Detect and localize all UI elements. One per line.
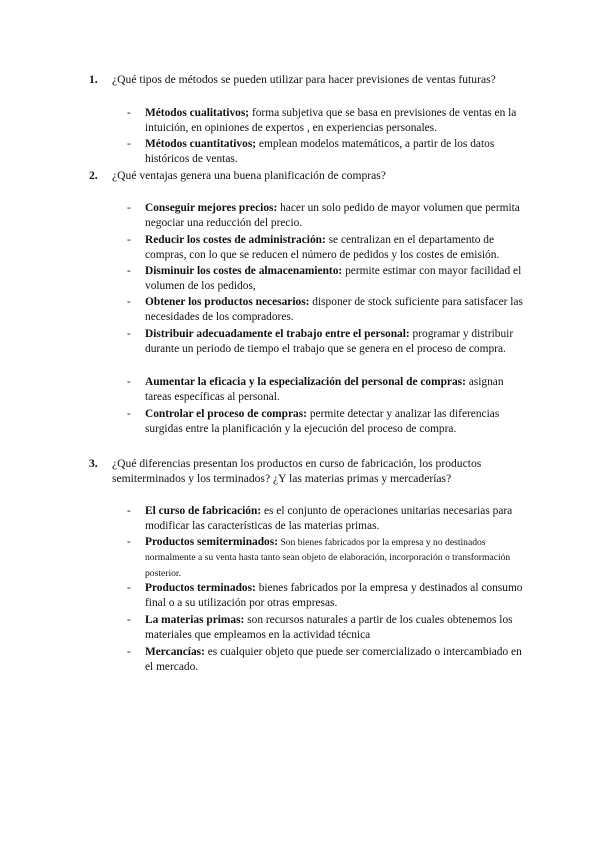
item-description: asignan tareas específicas al personal.	[145, 376, 504, 404]
item-description: bienes fabricados por la empresa y destinados al consumo final o a su utilización por otras empresas.	[145, 582, 523, 610]
item-description: se centralizan en el departamento de compras, con lo que se reducen el número de pedidos y los costes de emisión.	[145, 234, 500, 262]
item-description: es cualquier objeto que puede ser comercializado o intercambiado en el mercado.	[145, 646, 522, 674]
item-term: La materias primas:	[145, 614, 245, 626]
item-description: emplean modelos matemáticos, a partir de los datos históricos de ventas.	[145, 138, 495, 166]
item-term: Distribuir adecuadamente el trabajo entre el personal:	[145, 328, 410, 340]
item-description: disponer de stock suficiente para satisfacer las necesidades de los compradores.	[145, 296, 523, 324]
item-description: permite estimar con mayor facilidad el volumen de los pedidos,	[145, 265, 522, 293]
question-number: 3.	[89, 457, 98, 470]
bullet-dash: -	[127, 234, 131, 246]
item-description: Son bienes fabricados por la empresa y no destinados normalmente a su venta hasta tanto sean objeto de elaboración, incorporación o transformación posterior.	[145, 537, 511, 579]
item-description: programar y distribuir durante un periodo de tiempo el trabajo que se genera en el proceso de compra.	[145, 328, 514, 356]
bullet-dash: -	[127, 138, 131, 150]
item-term: Controlar el proceso de compras:	[145, 408, 307, 420]
bullet-dash: -	[127, 296, 131, 308]
item-term: Disminuir los costes de almacenamiento:	[145, 265, 343, 277]
question-number: 1.	[89, 73, 98, 86]
item-description: es el conjunto de operaciones unitarias necesarias para modificar las características de las materias primas.	[145, 505, 513, 533]
bullet-dash: -	[127, 328, 131, 340]
item-term: Conseguir mejores precios:	[145, 202, 278, 214]
item-description: hacer un solo pedido de mayor volumen que permita negociar una reducción del precio.	[145, 202, 520, 230]
bullet-dash: -	[127, 376, 131, 388]
bullet-dash: -	[127, 614, 131, 626]
question-number: 2.	[89, 169, 98, 182]
item-description: son recursos naturales a partir de los cuales obtenemos los materiales que empleamos en la actividad técnica	[145, 614, 513, 642]
bullet-dash: -	[127, 265, 131, 277]
bullet-dash: -	[127, 505, 131, 517]
item-term: Métodos cuantitativos;	[145, 138, 257, 150]
item-term: Mercancías:	[145, 646, 205, 658]
item-term: El curso de fabricación:	[145, 505, 262, 517]
item-description: permite detectar y analizar las diferencias surgidas entre la planificación y la ejecución del proceso de compra.	[145, 408, 500, 436]
bullet-dash: -	[127, 536, 131, 548]
bullet-dash: -	[127, 202, 131, 214]
item-term: Productos semiterminados:	[145, 536, 278, 548]
bullet-dash: -	[127, 408, 131, 420]
question-text: ¿Qué ventajas genera una buena planificación de compras?	[112, 169, 386, 182]
bullet-dash: -	[127, 107, 131, 119]
bullet-dash: -	[127, 646, 131, 658]
item-term: Reducir los costes de administración:	[145, 234, 326, 246]
item-term: Aumentar la eficacia y la especialización del personal de compras:	[145, 376, 466, 388]
bullet-dash: -	[127, 582, 131, 594]
item-term: Productos terminados:	[145, 582, 256, 594]
item-term: Obtener los productos necesarios:	[145, 296, 310, 308]
item-term: Métodos cualitativos;	[145, 107, 250, 119]
item-description: forma subjetiva que se basa en previsiones de ventas en la intuición, en opiniones de expertos , en experiencias personales.	[145, 107, 517, 135]
question-text: ¿Qué tipos de métodos se pueden utilizar para hacer previsiones de ventas futuras?	[112, 73, 496, 86]
question-text: ¿Qué diferencias presentan los productos en curso de fabricación, los productos semiterminados y los terminados? ¿Y las materias primas y mercaderías?	[112, 457, 482, 485]
